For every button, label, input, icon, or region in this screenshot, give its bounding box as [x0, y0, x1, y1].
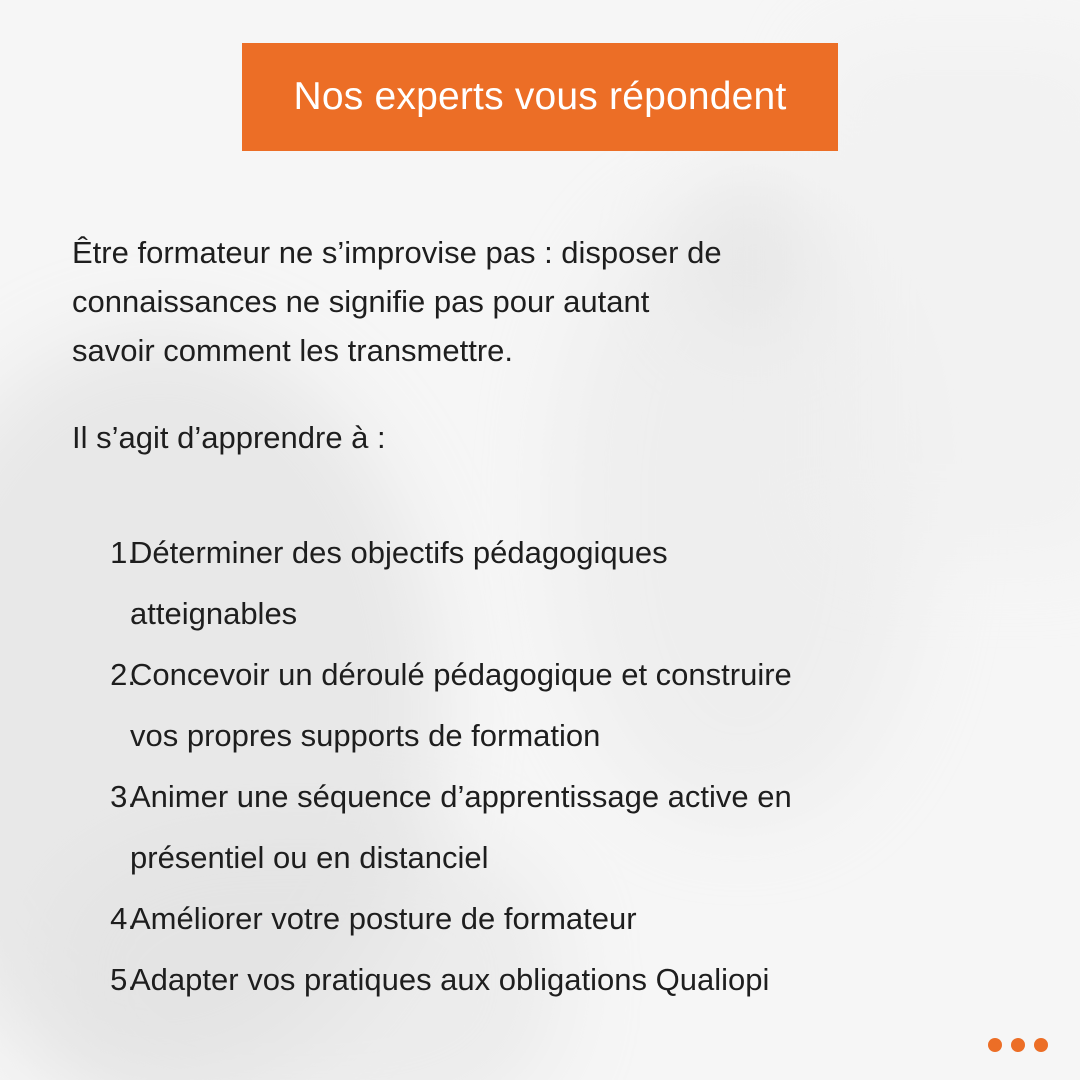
dot — [1034, 1038, 1048, 1052]
list-item — [96, 644, 996, 766]
item-text: Animer une séquence d’apprentissage active en — [130, 779, 792, 814]
item-number: 4. — [110, 901, 136, 936]
item-number: 2. — [110, 657, 136, 692]
title-banner — [242, 43, 838, 151]
intro-line: Être formateur ne s’improvise pas : disposer de — [72, 235, 722, 270]
item-text: Adapter vos pratiques aux obligations Qualiopi — [130, 962, 770, 997]
item-text-continued: vos propres supports de formation — [130, 718, 601, 753]
list-item — [96, 949, 996, 1010]
list-item — [96, 888, 996, 949]
list-item — [96, 766, 996, 888]
item-text: Améliorer votre posture de formateur — [130, 901, 637, 936]
list-item — [96, 522, 996, 644]
item-text: Concevoir un déroulé pédagogique et construire — [130, 657, 792, 692]
item-number: 5. — [110, 962, 136, 997]
item-number: 3. — [110, 779, 136, 814]
dot — [1011, 1038, 1025, 1052]
dot — [988, 1038, 1002, 1052]
intro-line: connaissances ne signifie pas pour autant — [72, 284, 650, 319]
item-number: 1. — [110, 535, 136, 570]
lead-text: Il s’agit d’apprendre à : — [72, 420, 386, 455]
more-dots-icon — [988, 1038, 1048, 1052]
item-text-continued: présentiel ou en distanciel — [130, 840, 489, 875]
intro-line: savoir comment les transmettre. — [72, 333, 514, 368]
intro-paragraph — [72, 228, 972, 375]
steps-list — [96, 522, 996, 1010]
page-title: Nos experts vous répondent — [293, 75, 787, 118]
item-text-continued: atteignables — [130, 596, 298, 631]
item-text: Déterminer des objectifs pédagogiques — [130, 535, 668, 570]
